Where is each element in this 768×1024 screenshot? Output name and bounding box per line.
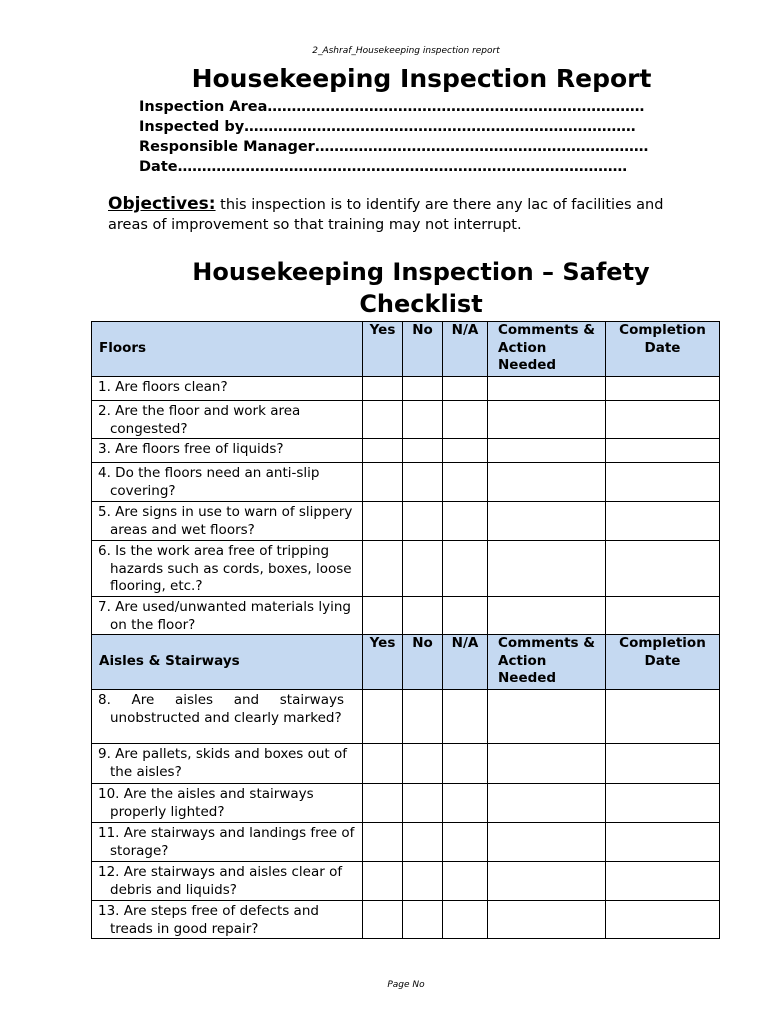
question-text: 1. Are floors clean? [98, 379, 228, 395]
safety-checklist-table [91, 321, 720, 939]
yes-cell[interactable] [363, 502, 403, 541]
table-row [92, 401, 720, 439]
question-cell [92, 901, 363, 939]
comments-cell[interactable] [488, 862, 606, 901]
question-cell [92, 862, 363, 901]
yes-cell[interactable] [363, 784, 403, 823]
report-title: Housekeeping Inspection Report [191, 64, 652, 93]
inspection-info-fields [139, 97, 699, 177]
table-row [92, 862, 720, 901]
question-text: 3. Are floors free of liquids? [98, 441, 284, 457]
comments-cell[interactable] [488, 744, 606, 784]
question-cell [92, 502, 363, 541]
comments-cell[interactable] [488, 377, 606, 401]
na-cell[interactable] [443, 597, 488, 635]
yes-cell[interactable] [363, 377, 403, 401]
table-row [92, 597, 720, 635]
inspection-area-field: Inspection Area…………………………………………………………………… [139, 99, 645, 115]
question-cell [92, 597, 363, 635]
question-cell [92, 823, 363, 862]
yes-cell[interactable] [363, 541, 403, 597]
question-text: 6. Is the work area free of tripping hazards such as cords, boxes, loose flooring, etc.? [98, 543, 352, 594]
table-row [92, 541, 720, 597]
question-cell [92, 744, 363, 784]
no-cell[interactable] [403, 901, 443, 939]
na-cell[interactable] [443, 823, 488, 862]
no-cell[interactable] [403, 862, 443, 901]
na-cell[interactable] [443, 401, 488, 439]
no-cell[interactable] [403, 744, 443, 784]
na-cell[interactable] [443, 784, 488, 823]
completion-date-cell[interactable] [606, 690, 720, 744]
yes-header: Yes [363, 322, 403, 377]
table-row [92, 690, 720, 744]
na-cell[interactable] [443, 862, 488, 901]
section-header-row [92, 322, 720, 377]
question-text: 5. Are signs in use to warn of slippery areas and wet floors? [98, 504, 353, 538]
no-cell[interactable] [403, 597, 443, 635]
comments-cell[interactable] [488, 463, 606, 502]
section-name: Floors [92, 322, 363, 377]
completion-date-cell[interactable] [606, 401, 720, 439]
question-text: 12. Are stairways and aisles clear of debris and liquids? [98, 864, 343, 898]
section-header-row [92, 635, 720, 690]
no-cell[interactable] [403, 401, 443, 439]
na-header: N/A [443, 322, 488, 377]
table-row [92, 901, 720, 939]
completion-date-cell[interactable] [606, 862, 720, 901]
objectives-text: this inspection is to identify are there any lac of facilities and areas of improvement so that training may not interrupt. [108, 197, 664, 233]
table-row [92, 439, 720, 463]
yes-cell[interactable] [363, 597, 403, 635]
table-row [92, 823, 720, 862]
question-cell [92, 377, 363, 401]
completion-header: Completion Date [606, 635, 720, 690]
no-cell[interactable] [403, 784, 443, 823]
completion-header: Completion Date [606, 322, 720, 377]
yes-cell[interactable] [363, 901, 403, 939]
na-cell[interactable] [443, 463, 488, 502]
question-text: 7. Are used/unwanted materials lying on the floor? [98, 599, 351, 633]
comments-cell[interactable] [488, 597, 606, 635]
yes-header: Yes [363, 635, 403, 690]
question-text: 10. Are the aisles and stairways properly lighted? [98, 786, 314, 820]
table-row [92, 377, 720, 401]
completion-date-cell[interactable] [606, 541, 720, 597]
no-header: No [403, 635, 443, 690]
no-header: No [403, 322, 443, 377]
question-text: 8. Are aisles and stairways unobstructed and clearly marked? [98, 692, 344, 726]
no-cell[interactable] [403, 377, 443, 401]
question-text: 4. Do the floors need an anti-slip covering? [98, 465, 320, 499]
comments-cell[interactable] [488, 784, 606, 823]
na-cell[interactable] [443, 439, 488, 463]
completion-date-cell[interactable] [606, 463, 720, 502]
objectives-label: Objectives: [108, 194, 216, 214]
table-row [92, 463, 720, 502]
yes-cell[interactable] [363, 690, 403, 744]
question-cell [92, 784, 363, 823]
question-text: 11. Are stairways and landings free of storage? [98, 825, 355, 859]
na-cell[interactable] [443, 901, 488, 939]
question-cell [92, 401, 363, 439]
yes-cell[interactable] [363, 463, 403, 502]
no-cell[interactable] [403, 502, 443, 541]
question-cell [92, 541, 363, 597]
na-cell[interactable] [443, 502, 488, 541]
inspected-by-field: Inspected by……………………………………………………………………… [139, 119, 636, 135]
na-cell[interactable] [443, 377, 488, 401]
comments-header: Comments & Action Needed [488, 322, 606, 377]
no-cell[interactable] [403, 439, 443, 463]
comments-cell[interactable] [488, 439, 606, 463]
page-footer: Page No [387, 980, 425, 990]
question-text: 9. Are pallets, skids and boxes out of the aisles? [98, 746, 348, 780]
completion-date-cell[interactable] [606, 784, 720, 823]
checklist-title: Housekeeping Inspection – Safety Checklist [192, 258, 650, 318]
na-cell[interactable] [443, 541, 488, 597]
completion-date-cell[interactable] [606, 901, 720, 939]
responsible-manager-field: Responsible Manager…………………………………………………………… [139, 139, 649, 155]
no-cell[interactable] [403, 541, 443, 597]
yes-cell[interactable] [363, 401, 403, 439]
comments-header: Comments & Action Needed [488, 635, 606, 690]
document-header: 2_Ashraf_Housekeeping inspection report [312, 46, 500, 56]
completion-date-cell[interactable] [606, 744, 720, 784]
question-cell [92, 439, 363, 463]
yes-cell[interactable] [363, 823, 403, 862]
completion-date-cell[interactable] [606, 597, 720, 635]
question-cell [92, 690, 363, 744]
table-row [92, 744, 720, 784]
question-text: 13. Are steps free of defects and treads in good repair? [98, 903, 319, 937]
comments-cell[interactable] [488, 401, 606, 439]
comments-cell[interactable] [488, 690, 606, 744]
completion-date-cell[interactable] [606, 823, 720, 862]
completion-date-cell[interactable] [606, 439, 720, 463]
table-row [92, 502, 720, 541]
question-text: 2. Are the floor and work area congested? [98, 403, 301, 437]
comments-cell[interactable] [488, 823, 606, 862]
no-cell[interactable] [403, 463, 443, 502]
comments-cell[interactable] [488, 901, 606, 939]
comments-cell[interactable] [488, 541, 606, 597]
objectives-paragraph [108, 194, 698, 235]
na-cell[interactable] [443, 744, 488, 784]
question-cell [92, 463, 363, 502]
na-cell[interactable] [443, 690, 488, 744]
completion-date-cell[interactable] [606, 502, 720, 541]
yes-cell[interactable] [363, 439, 403, 463]
checklist-body [92, 322, 720, 939]
comments-cell[interactable] [488, 502, 606, 541]
no-cell[interactable] [403, 690, 443, 744]
yes-cell[interactable] [363, 744, 403, 784]
no-cell[interactable] [403, 823, 443, 862]
table-row [92, 784, 720, 823]
completion-date-cell[interactable] [606, 377, 720, 401]
section-name: Aisles & Stairways [92, 635, 363, 690]
date-field: Date………………………………………………………………………………… [139, 159, 628, 175]
na-header: N/A [443, 635, 488, 690]
yes-cell[interactable] [363, 862, 403, 901]
